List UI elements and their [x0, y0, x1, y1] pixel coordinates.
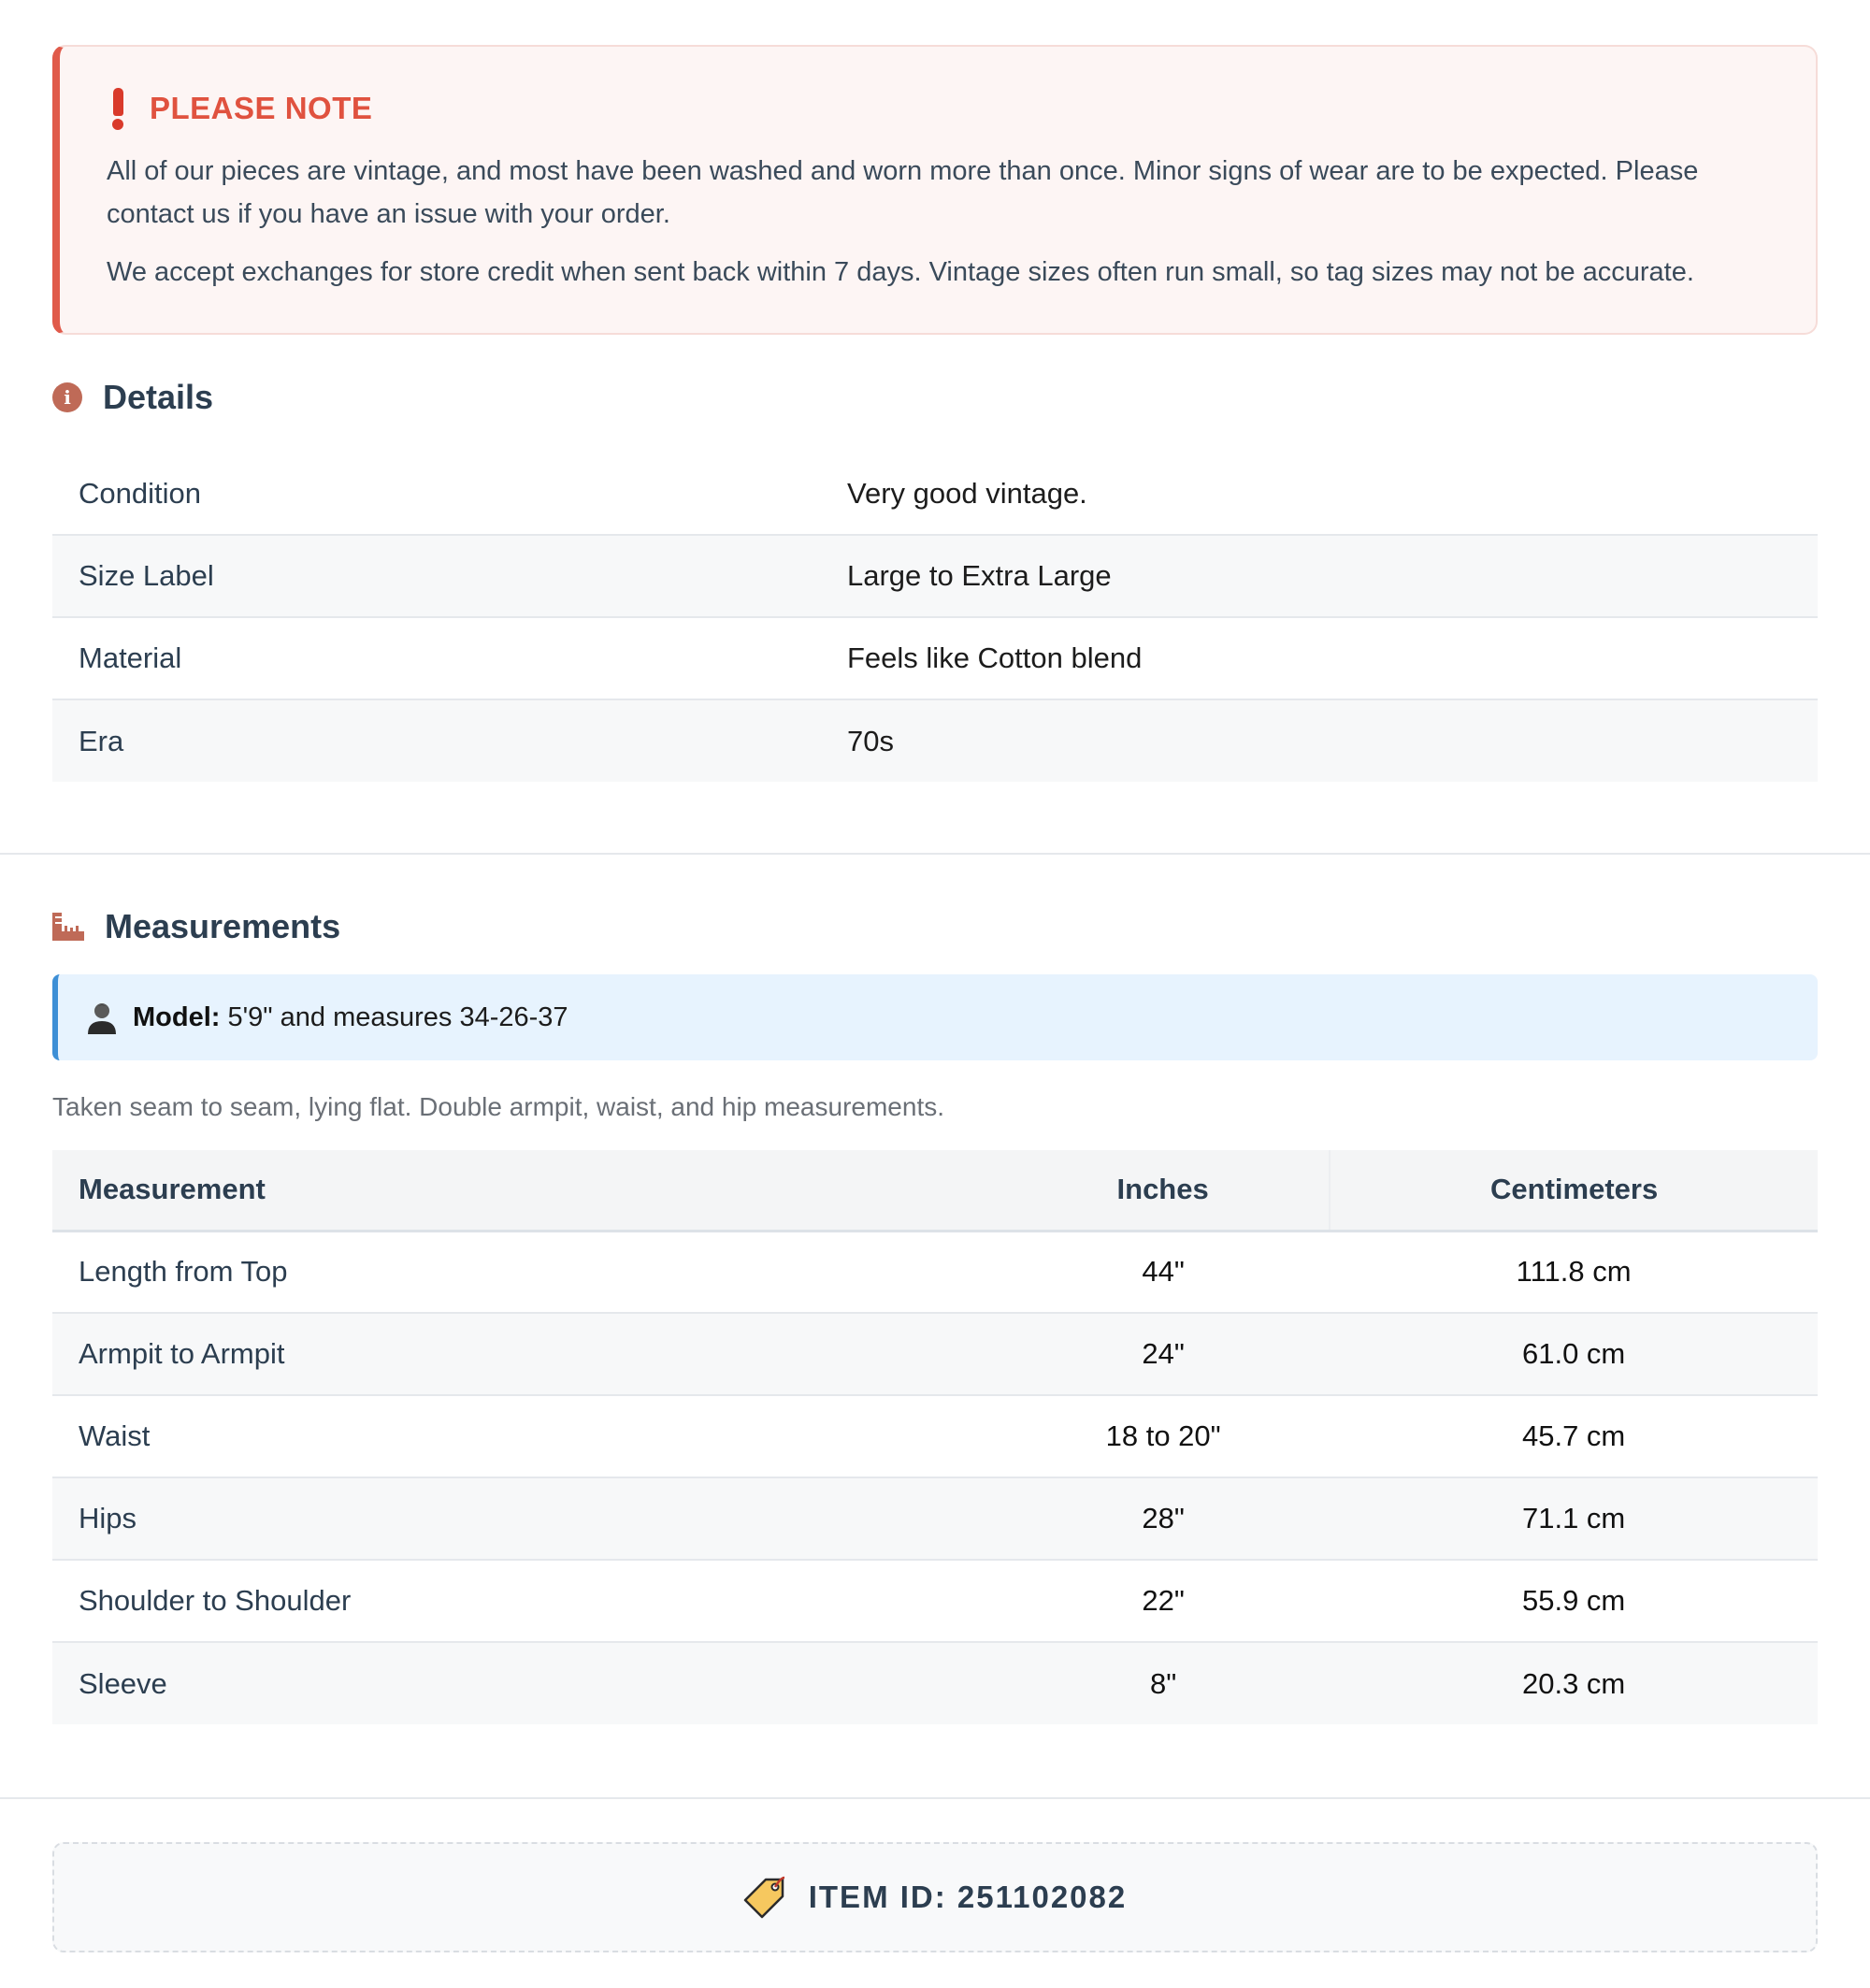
exclamation-icon	[107, 88, 129, 129]
item-id-box	[52, 1842, 1818, 1952]
measurement-cm: 55.9 cm	[1330, 1560, 1818, 1642]
column-header-inches: Inches	[997, 1150, 1330, 1231]
detail-value: Feels like Cotton blend	[847, 617, 1818, 699]
item-id-section	[0, 1842, 1870, 1952]
detail-label: Era	[52, 699, 847, 782]
tag-icon	[743, 1876, 786, 1919]
detail-label: Size Label	[52, 535, 847, 617]
measurement-inches: 28"	[997, 1477, 1330, 1560]
detail-value: Large to Extra Large	[847, 535, 1818, 617]
measurements-heading	[52, 907, 1818, 946]
measurement-inches: 22"	[997, 1560, 1330, 1642]
measurement-name: Hips	[52, 1477, 997, 1560]
person-icon	[86, 1001, 118, 1034]
measurement-name: Sleeve	[52, 1642, 997, 1724]
measurement-cm: 20.3 cm	[1330, 1642, 1818, 1724]
table-row	[52, 699, 1818, 782]
detail-value: 70s	[847, 699, 1818, 782]
column-header-centimeters: Centimeters	[1330, 1150, 1818, 1231]
measurement-inches: 44"	[997, 1231, 1330, 1313]
table-row	[52, 617, 1818, 699]
info-icon: i	[52, 382, 82, 412]
measurement-inches: 8"	[997, 1642, 1330, 1724]
model-info-banner	[52, 974, 1818, 1060]
measurement-inches: 24"	[997, 1313, 1330, 1395]
ruler-icon	[52, 913, 84, 941]
notice-title: PLEASE NOTE	[150, 91, 373, 125]
product-info-page	[0, 0, 1870, 782]
item-id-text: ITEM ID: 251102082	[808, 1880, 1128, 1914]
table-row	[52, 535, 1818, 617]
measurement-cm: 45.7 cm	[1330, 1395, 1818, 1477]
measurements-section	[0, 907, 1870, 1724]
table-row	[52, 1642, 1818, 1724]
details-title: Details	[103, 378, 214, 416]
measurement-cm: 111.8 cm	[1330, 1231, 1818, 1313]
measurement-name: Length from Top	[52, 1231, 997, 1313]
please-note-alert	[52, 45, 1818, 335]
notice-paragraph-2: We accept exchanges for store credit when sent back within 7 days. Vintage sizes often run small, so tag sizes may not be accurate.	[107, 257, 1694, 287]
measurement-name: Armpit to Armpit	[52, 1313, 997, 1395]
model-text-wrap	[133, 1002, 568, 1033]
detail-label: Material	[52, 617, 847, 699]
measurement-name: Shoulder to Shoulder	[52, 1560, 997, 1642]
detail-value: Very good vintage.	[847, 453, 1818, 535]
table-header-row	[52, 1150, 1818, 1231]
table-row	[52, 1395, 1818, 1477]
table-row	[52, 1560, 1818, 1642]
measurement-inches: 18 to 20"	[997, 1395, 1330, 1477]
table-row	[52, 1313, 1818, 1395]
measurement-name: Waist	[52, 1395, 997, 1477]
measurement-cm: 71.1 cm	[1330, 1477, 1818, 1560]
details-table	[52, 453, 1818, 782]
table-row	[52, 453, 1818, 535]
details-heading	[52, 378, 1818, 417]
detail-label: Condition	[52, 453, 847, 535]
model-label: Model:	[133, 1001, 221, 1032]
section-divider	[0, 853, 1870, 855]
model-text: 5'9" and measures 34-26-37	[227, 1001, 568, 1032]
measurements-table	[52, 1150, 1818, 1724]
section-divider	[0, 1797, 1870, 1799]
column-header-measurement: Measurement	[52, 1150, 997, 1231]
table-row	[52, 1231, 1818, 1313]
measurement-note: Taken seam to seam, lying flat. Double armpit, waist, and hip measurements.	[52, 1092, 944, 1121]
notice-paragraph-1: All of our pieces are vintage, and most have been washed and worn more than once. Minor signs of wear are to be expected. Please contact us if you have an issue with your order.	[107, 156, 1699, 229]
measurements-title: Measurements	[105, 907, 341, 945]
measurement-cm: 61.0 cm	[1330, 1313, 1818, 1395]
notice-header	[107, 88, 1767, 129]
table-row	[52, 1477, 1818, 1560]
